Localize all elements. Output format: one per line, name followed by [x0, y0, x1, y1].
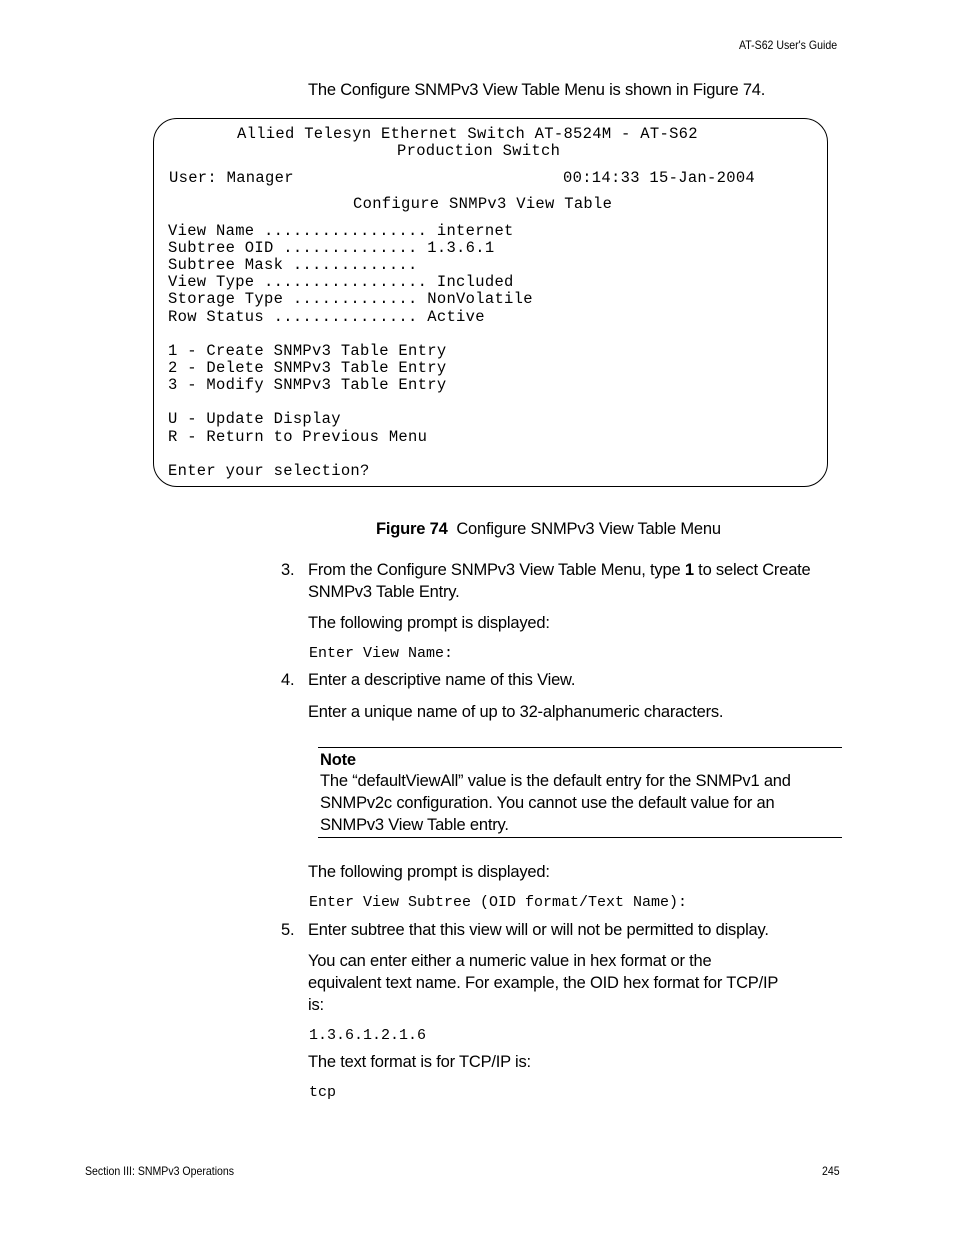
oid-example: 1.3.6.1.2.1.6 — [309, 1027, 427, 1044]
note-body — [320, 770, 842, 836]
step-3-key: 1 — [684, 561, 694, 579]
note-heading: Note — [320, 751, 356, 769]
field-row-status: Row Status ............... Active — [168, 308, 485, 326]
step-number: 5. — [281, 921, 295, 939]
menu-command-update: U - Update Display — [168, 410, 341, 428]
running-header: AT-S62 User's Guide — [739, 38, 838, 52]
terminal-subtitle: Production Switch — [397, 142, 561, 160]
step-number: 3. — [281, 561, 295, 579]
field-subtree-oid: Subtree OID .............. 1.3.6.1 — [168, 239, 495, 257]
note-line: SNMPv3 View Table entry. — [320, 816, 509, 834]
field-storage-type: Storage Type ............. NonVolatile — [168, 290, 533, 308]
menu-option-create: 1 - Create SNMPv3 Table Entry — [168, 342, 447, 360]
intro-text: The Configure SNMPv3 View Table Menu is shown in Figure 74. — [308, 81, 766, 99]
text-format-label: The text format is for TCP/IP is: — [308, 1053, 531, 1071]
note-line: The “defaultViewAll” value is the default entry for the SNMPv1 and — [320, 772, 791, 790]
note-line: SNMPv2c configuration. You cannot use the default value for an — [320, 794, 775, 812]
text-example: tcp — [309, 1084, 337, 1101]
step-5-text: Enter subtree that this view will or will not be permitted to display. — [308, 921, 769, 939]
step-5-detail-line: is: — [308, 996, 324, 1014]
figure-caption-text: Configure SNMPv3 View Table Menu — [456, 520, 721, 538]
figure-label: Figure 74 — [376, 520, 448, 538]
step-4-text: Enter a descriptive name of this View. — [308, 671, 576, 689]
terminal-user: User: Manager — [169, 169, 294, 187]
page-number: 245 — [822, 1164, 840, 1178]
field-view-name: View Name ................. internet — [168, 222, 514, 240]
following-prompt-text: The following prompt is displayed: — [308, 863, 550, 881]
menu-command-return: R - Return to Previous Menu — [168, 428, 428, 446]
prompt-view-name: Enter View Name: — [309, 645, 454, 662]
step-4-detail: Enter a unique name of up to 32-alphanumeric characters. — [308, 703, 724, 721]
menu-option-modify: 3 - Modify SNMPv3 Table Entry — [168, 376, 447, 394]
terminal-menu-title: Configure SNMPv3 View Table — [353, 195, 613, 213]
terminal-title: Allied Telesyn Ethernet Switch AT-8524M - AT-S62 — [237, 125, 698, 143]
terminal-prompt: Enter your selection? — [168, 462, 370, 480]
step-number: 4. — [281, 671, 295, 689]
step-3-post: to select Create — [693, 561, 811, 579]
field-view-type: View Type ................. Included — [168, 273, 514, 291]
note-bottom-rule — [318, 837, 842, 838]
terminal-datetime: 00:14:33 15-Jan-2004 — [563, 169, 756, 187]
step-5-detail-line: equivalent text name. For example, the OID hex format for TCP/IP — [308, 974, 779, 992]
prompt-view-subtree: Enter View Subtree (OID format/Text Name): — [309, 894, 688, 911]
footer-section: Section III: SNMPv3 Operations — [85, 1164, 235, 1178]
menu-option-delete: 2 - Delete SNMPv3 Table Entry — [168, 359, 447, 377]
step-3-text — [308, 559, 848, 603]
following-prompt-text: The following prompt is displayed: — [308, 614, 550, 632]
step-3-line2: SNMPv3 Table Entry. — [308, 583, 460, 601]
step-5-detail — [308, 950, 838, 1016]
note-top-rule — [318, 747, 842, 748]
step-5-detail-line: You can enter either a numeric value in hex format or the — [308, 952, 712, 970]
field-subtree-mask: Subtree Mask ............. — [168, 256, 418, 274]
figure-caption — [376, 518, 721, 540]
step-3-pre: From the Configure SNMPv3 View Table Menu, type — [308, 561, 685, 579]
